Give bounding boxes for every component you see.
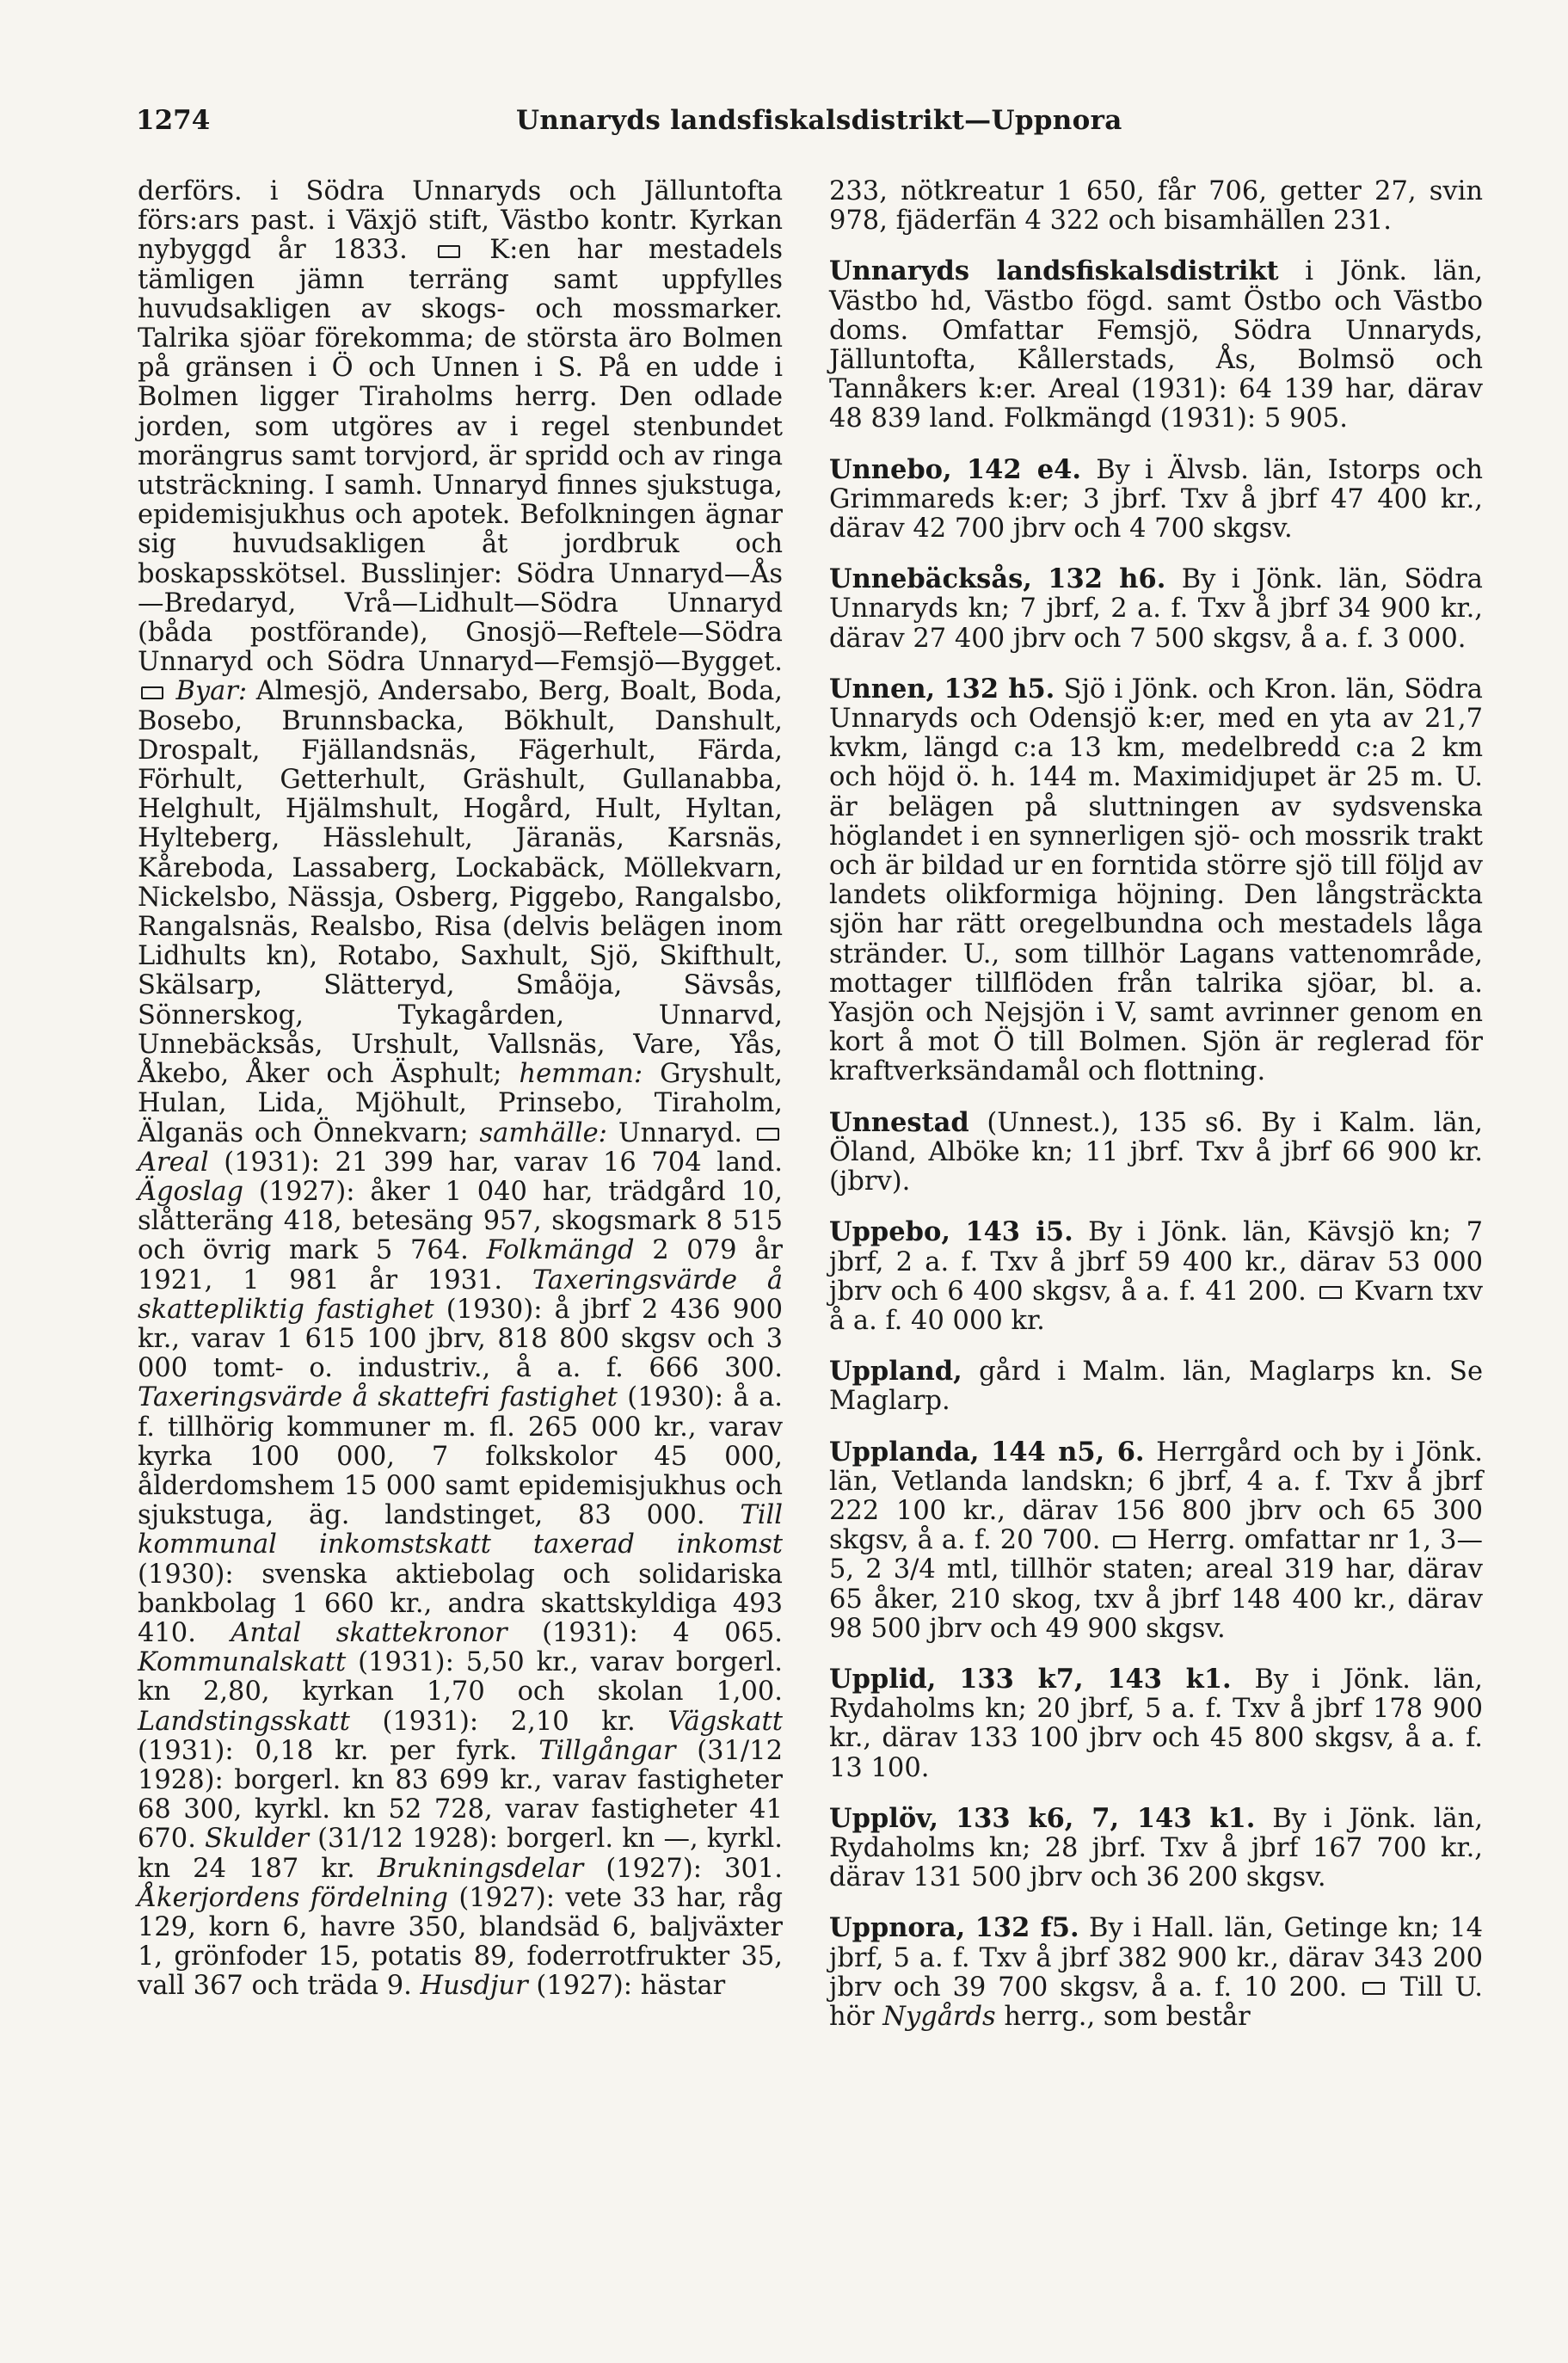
- map-reference: 132 h5.: [944, 673, 1055, 705]
- label: Landstingsskatt: [138, 1706, 350, 1737]
- text: (31/12 1928): borgerl. kn —, kyrkl. kn 24 187 kr.: [138, 1824, 783, 1884]
- text: (1931): 21 399 har, varav 16 704 land.: [224, 1147, 783, 1178]
- entry-text: Till U. hör: [829, 1972, 1483, 2032]
- label: Areal: [138, 1147, 209, 1178]
- label: Kommunalskatt: [138, 1647, 347, 1678]
- text: Gryshult, Hulan, Lida, Mjöhult, Prinsebo, Tiraholm, Älganäs och Önnekvarn;: [138, 1059, 783, 1148]
- text: (1931): 2,10 kr.: [382, 1706, 636, 1737]
- section-separator-icon: [141, 686, 163, 699]
- right-entry-continuation: [829, 177, 1483, 236]
- entry-upplid: [829, 1665, 1483, 1783]
- text: (1931): 5,50 kr., varav borgerl. kn 2,80, kyrkan 1,70 och skolan 1,00.: [138, 1647, 783, 1708]
- section-separator-icon: [1319, 1286, 1342, 1299]
- paragraph: [138, 177, 783, 2002]
- entry-text: Sjö i Jönk. och Kron. län, Södra Unnaryds och Odensjö k:er, med en yta av 21,7 kvkm, längd c:a 13 km, medelbredd c:a 2 km och höjd ö. h. 144 m. Maximidjupet är 25 m. U. är belägen på sluttningen av sydsvenska höglandet i en synnerligen sjö- och mossrik trakt och är bildad ur en forntida större sjö till följd av landets olikformiga höjning. Den långsträckta sjön har rätt oregelbundna och mestadels låga stränder. U., som tillhör Lagans vattenområde, mottager tillflöden från talrika sjöar, bl. a. Yasjön och Nejsjön i V, samt avrinner genom en kort å mot Ö till Bolmen. Sjön är reglerad för kraftverksändamål och flottning.: [829, 674, 1483, 1087]
- entry-headword: Unnestad: [829, 1106, 969, 1138]
- entry-upplanda: [829, 1437, 1483, 1644]
- map-reference: 133 k6, 7, 143 k1.: [955, 1802, 1256, 1834]
- label: Folkmängd: [486, 1235, 635, 1266]
- label: Antal skattekronor: [231, 1617, 507, 1648]
- map-reference: 142 e4.: [966, 453, 1081, 485]
- entry-text: Herrgård och by i Jönk. län, Vetlanda landskn; 6 jbrf, 4 a. f. Txv å jbrf 222 100 kr., därav 156 800 jbrv och 65 300 skgsv, å a. f. 20 700.: [829, 1437, 1483, 1556]
- text: (1927): vete 33 har, råg 129, korn 6, havre 350, blandsäd 6, baljväxter 1, grönfoder 15, potatis 89, foderrotfrukter 35, vall 367 och träda 9.: [138, 1882, 783, 2002]
- entry-unnen: [829, 674, 1483, 1087]
- text: 233, nötkreatur 1 650, får 706, getter 27, svin 978, fjäderfän 4 322 och bisamhällen 231.: [829, 176, 1483, 237]
- text: Unnaryd.: [618, 1117, 743, 1148]
- page-number: 1274: [136, 105, 211, 136]
- entry-unnebacksas: [829, 564, 1483, 654]
- entry-text: By i Hall. län, Getinge kn; 14 jbrf, 5 a. f. Txv å jbrf 382 900 kr., därav 343 200 jbrv och 39 700 skgsv, å a. f. 10 200.: [829, 1913, 1484, 2003]
- text: (1927): 301.: [606, 1853, 783, 1884]
- entry-unnestad: [829, 1108, 1483, 1197]
- label: samhälle:: [479, 1117, 607, 1148]
- entry-headword: Unnen,: [829, 673, 936, 705]
- text: (1930): svenska aktiebolag och solidariska bankbolag 1 660 kr., andra skattskyldiga 493 410.: [138, 1559, 783, 1648]
- section-separator-icon: [1113, 1535, 1135, 1548]
- right-column: [829, 177, 1483, 2052]
- entry-uppnora: [829, 1913, 1483, 2032]
- text: (1930): å jbrf 2 436 900 kr., varav 1 615 100 jbrv, 818 800 skgsv och 3 000 tomt- o. industriv., å a. f. 666 300.: [138, 1294, 783, 1384]
- text: (1927): hästar: [536, 1971, 726, 2002]
- left-column: [138, 177, 783, 2002]
- entry-headword: Upplöv,: [829, 1802, 939, 1834]
- entry-text: herrg., som består: [1004, 2001, 1251, 2032]
- section-separator-icon: [1362, 1982, 1385, 1995]
- label: Taxeringsvärde å skattefri fastighet: [138, 1382, 618, 1413]
- map-reference: 132 f5.: [975, 1912, 1079, 1944]
- text: (1927): åker 1 040 har, trädgård 10, slåtteräng 418, betesäng 957, skogsmark 8 515 och övrig mark 5 764.: [138, 1176, 783, 1266]
- map-reference: 143 i5.: [965, 1216, 1073, 1248]
- text: derförs. i Södra Unnaryds och Jälluntofta förs:ars past. i Växjö stift, Västbo kontr. Kyrkan nybyggd år 1833.: [138, 176, 783, 266]
- entry-headword: Unnebo,: [829, 453, 952, 485]
- entry-text: By i Jönk. län, Södra Unnaryds kn; 7 jbrf, 2 a. f. Txv å jbrf 34 900 kr., därav 27 400 jbrv och 7 500 skgsv, å a. f. 3 000.: [829, 564, 1483, 654]
- entry-text: By i Jönk. län, Kävsjö kn; 7 jbrf, 2 a. f. Txv å jbrf 59 400 kr., därav 53 000 jbrv och 6 400 skgsv, å a. f. 41 200.: [829, 1217, 1483, 1307]
- label: Husdjur: [420, 1971, 528, 2002]
- text: (1931): 4 065.: [542, 1617, 784, 1648]
- label: Brukningsdelar: [377, 1853, 584, 1884]
- label: Tillgångar: [538, 1735, 676, 1766]
- entry-headword: Unnebäcksås,: [829, 563, 1032, 595]
- map-reference: 144 n5, 6.: [991, 1436, 1145, 1468]
- entry-text: By i Jönk. län, Rydaholms kn; 28 jbrf. Txv å jbrf 167 700 kr., därav 131 500 jbrv och 36 200 skgsv.: [829, 1803, 1484, 1893]
- label: Taxeringsvärde å skattepliktig fastighet: [138, 1265, 783, 1325]
- text: (31/12 1928): borgerl. kn 83 699 kr., varav fastigheter 68 300, kyrkl. kn 52 728, varav fastigheter 41 670.: [138, 1735, 783, 1855]
- entry-text: (Unnest.), 135 s6. By i Kalm. län, Öland, Alböke kn; 11 jbrf. Txv å jbrf 66 900 kr. (jbrv).: [829, 1107, 1484, 1197]
- label: Skulder: [205, 1824, 309, 1855]
- entry-uppland: [829, 1357, 1483, 1416]
- label: hemman:: [519, 1059, 643, 1090]
- left-entry-continuation: [138, 177, 783, 2002]
- entry-text: By i Jönk. län, Rydaholms kn; 20 jbrf, 5 a. f. Txv å jbrf 178 900 kr., därav 133 100 jbrv och 45 800 skgsv, å a. f. 13 100.: [829, 1664, 1483, 1783]
- entry-headword: Upplid,: [829, 1663, 937, 1695]
- entry-headword: Upplanda,: [829, 1436, 980, 1468]
- entry-unnebo: [829, 455, 1483, 545]
- map-reference: 133 k7, 143 k1.: [959, 1663, 1232, 1695]
- text: 2 079 år 1921, 1 981 år 1931.: [138, 1235, 783, 1295]
- entry-uppebo: [829, 1217, 1483, 1336]
- label: Åkerjordens fördelning: [138, 1882, 448, 1913]
- entry-text: gård i Malm. län, Maglarps kn. Se Maglarp.: [829, 1357, 1483, 1417]
- entry-headword: Uppnora,: [829, 1912, 966, 1944]
- entry-text: Herrg. omfattar nr 1, 3—5, 2 3/4 mtl, tillhör staten; areal 319 har, därav 65 åker, 210 skog, txv å jbrf 148 400 kr., därav 98 500 jbrv och 49 900 skgsv.: [829, 1525, 1484, 1644]
- label: Vägskatt: [667, 1706, 783, 1737]
- entry-headword: Uppland,: [829, 1356, 962, 1388]
- entry-text: i Jönk. län, Västbo hd, Västbo fögd. samt Östbo och Västbo doms. Omfattar Femsjö, Södra Unnaryds, Jälluntofta, Kållerstads, Ås, Bolmsö och Tannåkers k:er. Areal (1931): 64 139 har, därav 48 839 land. Folkmängd (1931): 5 905.: [829, 256, 1483, 434]
- entry-upplov: [829, 1804, 1483, 1893]
- label: Byar:: [175, 676, 248, 707]
- section-separator-icon: [438, 245, 460, 258]
- label: Till kommunal inkomstskatt taxerad inkomst: [138, 1500, 783, 1560]
- map-reference: 132 h6.: [1048, 563, 1166, 595]
- text: Almesjö, Andersabo, Berg, Boalt, Boda, Bosebo, Brunnsbacka, Bökhult, Danshult, Drospalt, Fjällandsnäs, Fägerhult, Färda, Förhult, Getterhult, Gräshult, Gullanabba, Helghult, Hjälmshult, Hogård, Hult, Hyltan, Hylteberg, Hässlehult, Järanäs, Karsnäs, Kåreboda, Lassaberg, Lockabäck, Möllekvarn, Nickelsbo, Nässja, Osberg, Piggebo, Rangalsbo, Rangalsnäs, Realsbo, Risa (delvis belägen inom Lidhults kn), Rotabo, Saxhult, Sjö, Skifthult, Skälsarp, Slätteryd, Småöja, Sävsås, Sönnerskog, Tykagården, Unnarvd, Unnebäcksås, Urshult, Vallsnäs, Vare, Yås, Åkebo, Åker och Äsphult;: [138, 676, 784, 1090]
- running-head: Unnaryds landsfiskalsdistrikt—Uppnora: [516, 105, 1122, 136]
- text: (1931): 0,18 kr. per fyrk.: [138, 1735, 518, 1766]
- entry-unnaryds-landsfiskalsdistrikt: [829, 256, 1483, 434]
- entry-text: By i Älvsb. län, Istorps och Grimmareds k:er; 3 jbrf. Txv å jbrf 47 400 kr., därav 42 700 jbrv och 4 700 skgsv.: [829, 454, 1484, 545]
- entry-text: Kvarn txv å a. f. 40 000 kr.: [829, 1276, 1483, 1336]
- entry-text: Nygårds: [882, 2001, 996, 2032]
- section-separator-icon: [757, 1128, 779, 1141]
- entry-headword: Unnaryds landsfiskalsdistrikt: [829, 255, 1279, 287]
- entry-headword: Uppebo,: [829, 1216, 950, 1248]
- text: K:en har mestadels tämligen jämn terräng samt uppfylles huvudsakligen av skogs- och mossmarker. Talrika sjöar förekomma; de största äro Bolmen på gränsen i Ö och Unnen i S. På en udde i Bolmen ligger Tiraholms herrg. Den odlade jorden, som utgöres av i regel stenbundet morängrus samt torvjord, är spridd och av ringa utsträckning. I samh. Unnaryd finnes sjukstuga, epidemisjukhus och apotek. Befolkningen ägnar sig huvudsakligen åt jordbruk och boskapsskötsel. Busslinjer: Södra Unnaryd—Ås—Bredaryd, Vrå—Lidhult—Södra Unnaryd (båda postförande), Gnosjö—Reftele—Södra Unnaryd och Södra Unnaryd—Femsjö—Bygget.: [138, 235, 783, 678]
- label: Ägoslag: [138, 1176, 244, 1207]
- text: (1930): å a. f. tillhörig kommuner m. fl. 265 000 kr., varav kyrka 100 000, 7 folkskolor 45 000, ålderdomshem 15 000 samt epidemisjukhus och sjukstuga, äg. landstinget, 83 000.: [138, 1382, 783, 1531]
